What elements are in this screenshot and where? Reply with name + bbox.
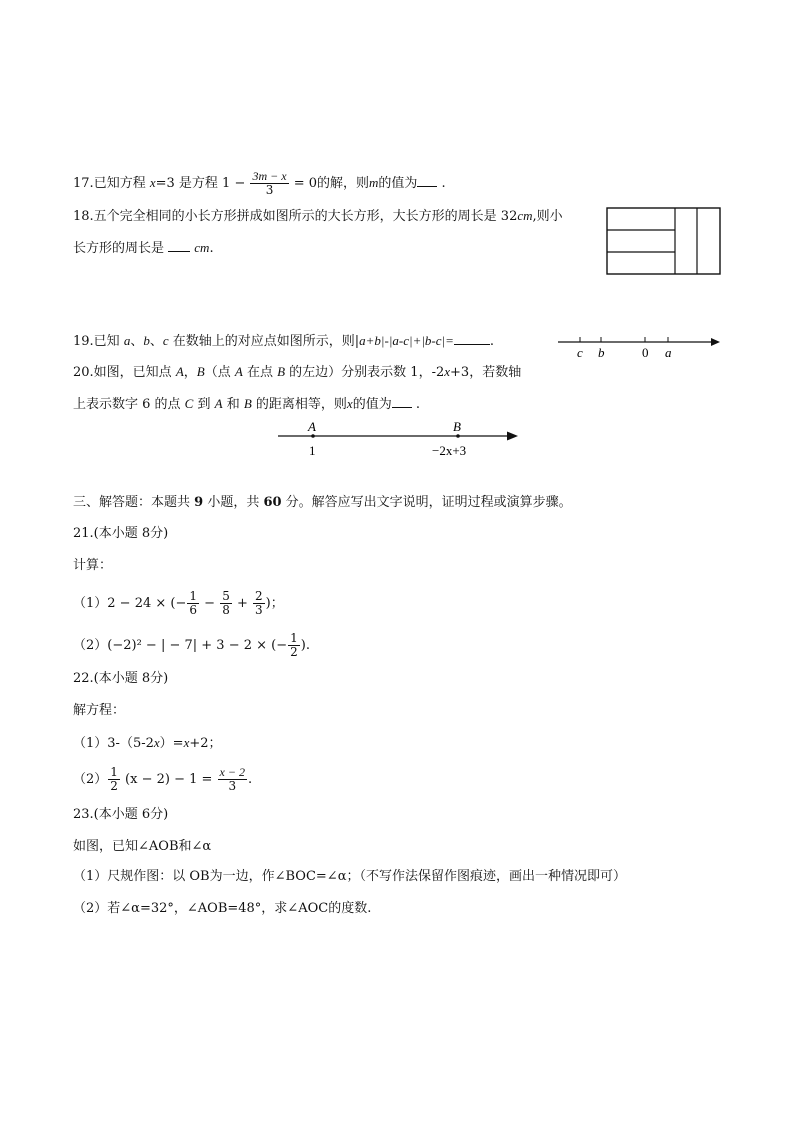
question-23-part-2: （2）若∠α=32°，∠AOB=48°，求∠AOC的度数.	[73, 901, 372, 916]
point-a-value: 1	[309, 443, 316, 458]
question-18-line-1: 18.五个完全相同的小长方形拼成如图所示的大长方形，大长方形的周长是 32cm,则小	[73, 208, 563, 224]
fraction: $\frac{x - 2}{3}$	[219, 765, 245, 793]
point-b-dot	[456, 434, 460, 438]
question-22-header: 22.(本小题 8分)	[73, 671, 169, 686]
answer-blank[interactable]	[417, 174, 437, 187]
label-b: b	[598, 345, 605, 360]
fraction: $\frac{1}{2}$	[110, 765, 118, 793]
question-23-header: 23.(本小题 6分)	[73, 807, 169, 822]
point-a-dot	[311, 434, 315, 438]
answer-blank[interactable]	[168, 239, 190, 252]
fraction: $\frac{3m - x}{3}$	[252, 169, 287, 197]
question-22-instruction: 解方程：	[73, 703, 126, 718]
fraction: $\frac{1}{2}$	[290, 631, 298, 659]
question-21-part-2: （2）(−2)² − | − 7| + 3 − 2 × (− $\frac{1}{2}$ ).	[73, 631, 310, 659]
question-20-line-2: 上表示数字 6 的点 C 到 A 和 B 的距离相等，则x的值为 .	[73, 396, 420, 412]
number-line-19	[556, 330, 722, 360]
question-22-part-2: （2） $\frac{1}{2}$ (x − 2) − 1 = $\frac{x - 2}{3}$ .	[73, 765, 253, 793]
fraction: $\frac{1}{6}$	[189, 589, 198, 617]
question-22-part-1: （1）3-（5-2x）=x+2；	[73, 735, 222, 751]
label-c: c	[577, 345, 583, 360]
question-18-line-2: 长方形的周长是 cm.	[73, 240, 214, 256]
question-23-part-1: （1）尺规作图：以 OB为一边，作∠BOC=∠α；（不写作法保留作图痕迹，画出一种情况即可）	[73, 869, 626, 884]
fraction: $\frac{5}{8}$	[222, 589, 230, 617]
label-0: 0	[642, 345, 649, 360]
section-3-title: 三、解答题：本题共 9 小题，共 60 分。解答应写出文字说明，证明过程或演算步骤。	[73, 495, 572, 510]
arrow-head	[711, 338, 720, 346]
arrow-head	[507, 432, 518, 441]
question-19: 19.已知 a、b、c 在数轴上的对应点如图所示，则|a+b|-|a-c|+|b-c|= .	[73, 333, 494, 349]
big-rectangle	[607, 208, 720, 274]
number-line-20	[276, 418, 526, 464]
question-21-instruction: 计算：	[73, 558, 113, 573]
label-a: a	[665, 345, 672, 360]
fraction: $\frac{2}{3}$	[255, 589, 263, 617]
rectangles-figure	[606, 207, 722, 275]
question-23-intro: 如图，已知∠AOB和∠α	[73, 839, 212, 854]
question-17: 17.已知方程 x=3 是方程 1 − $\frac{3m - x}{3}$ = 0的解，则m的值为 .	[73, 169, 446, 197]
question-21-part-1: （1）2 − 24 × (− $\frac{1}{6}$ − $\frac{5}{8}$ + $\frac{2}{3}$ )；	[73, 589, 284, 617]
question-21-header: 21.(本小题 8分)	[73, 526, 169, 541]
answer-blank[interactable]	[392, 395, 412, 408]
answer-blank[interactable]	[454, 332, 490, 345]
point-a-label: A	[308, 419, 316, 434]
point-b-value: −2x+3	[432, 443, 467, 458]
question-20-line-1: 20.如图，已知点 A，B（点 A 在点 B 的左边）分别表示数 1，-2x+3，若数轴	[73, 364, 522, 380]
point-b-label: B	[453, 419, 461, 434]
